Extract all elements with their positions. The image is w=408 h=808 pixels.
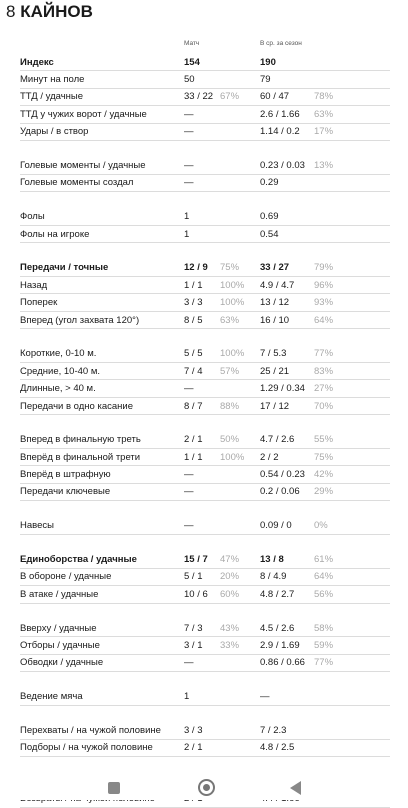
stat-match-value: 1 / 1: [184, 448, 220, 465]
square-icon[interactable]: [108, 782, 120, 794]
player-name: КАЙНОВ: [20, 2, 93, 21]
stat-label: Обводки / удачные: [20, 654, 184, 671]
stat-match-percent: 50%: [220, 432, 260, 449]
stat-match-percent: 57%: [220, 363, 260, 380]
stat-row: [20, 71, 390, 88]
stat-match-percent: 63%: [220, 311, 260, 328]
spacer-row: [20, 140, 390, 157]
stat-season-percent: 64%: [314, 311, 390, 328]
stat-season-percent: 56%: [314, 586, 390, 603]
stat-match-percent: 100%: [220, 277, 260, 294]
stat-season-percent: 93%: [314, 294, 390, 311]
stat-match-value: 1: [184, 688, 220, 705]
stat-season-value: 13 / 12: [260, 294, 314, 311]
stat-match-percent: [220, 54, 260, 71]
stat-season-value: 0.69: [260, 209, 314, 226]
stat-season-percent: 42%: [314, 466, 390, 483]
stat-label: ТТД у чужих ворот / удачные: [20, 106, 184, 123]
stat-season-percent: [314, 174, 390, 191]
stat-row: [20, 277, 390, 294]
stat-match-percent: [220, 209, 260, 226]
stat-match-value: 5 / 5: [184, 346, 220, 363]
stat-season-value: 16 / 10: [260, 311, 314, 328]
stat-season-percent: [314, 225, 390, 242]
stat-label: Отборы / удачные: [20, 637, 184, 654]
stat-match-value: —: [184, 654, 220, 671]
stat-label: Голевые моменты / удачные: [20, 157, 184, 174]
stat-row: [20, 260, 390, 277]
stat-match-percent: [220, 174, 260, 191]
stat-match-value: —: [184, 174, 220, 191]
stat-row: [20, 397, 390, 414]
stat-row: [20, 637, 390, 654]
stat-match-percent: 88%: [220, 397, 260, 414]
stat-match-percent: [220, 518, 260, 535]
stat-row: [20, 654, 390, 671]
stat-match-percent: 33%: [220, 637, 260, 654]
stat-season-value: 4.8 / 2.5: [260, 739, 314, 756]
stat-match-value: —: [184, 106, 220, 123]
spacer-row: [20, 757, 390, 774]
stat-label: Вперёд в штрафную: [20, 466, 184, 483]
stat-season-value: —: [260, 688, 314, 705]
stat-row: [20, 123, 390, 140]
stat-match-value: 8 / 7: [184, 397, 220, 414]
stat-row: [20, 363, 390, 380]
stat-season-value: 0.09 / 0: [260, 518, 314, 535]
stat-match-percent: 47%: [220, 551, 260, 568]
stat-row: [20, 88, 390, 105]
stat-match-value: 50: [184, 71, 220, 88]
stat-season-value: 1.29 / 0.34: [260, 380, 314, 397]
stat-match-percent: 100%: [220, 448, 260, 465]
stat-row: [20, 157, 390, 174]
stat-row: [20, 739, 390, 756]
stat-season-percent: [314, 739, 390, 756]
stat-season-percent: 58%: [314, 620, 390, 637]
player-number: 8: [6, 2, 16, 21]
stat-row: [20, 448, 390, 465]
stat-season-percent: 55%: [314, 432, 390, 449]
stat-season-percent: [314, 209, 390, 226]
stat-match-value: 8 / 5: [184, 311, 220, 328]
stat-match-percent: 20%: [220, 568, 260, 585]
stat-match-value: 12 / 9: [184, 260, 220, 277]
stat-season-value: 17 / 12: [260, 397, 314, 414]
stat-match-percent: [220, 722, 260, 739]
stat-match-percent: 43%: [220, 620, 260, 637]
stat-label: Удары / в створ: [20, 123, 184, 140]
stat-label: Вверху / удачные: [20, 620, 184, 637]
stat-label: Передачи / точные: [20, 260, 184, 277]
stat-season-percent: 63%: [314, 106, 390, 123]
stat-season-percent: 77%: [314, 654, 390, 671]
stat-row: [20, 209, 390, 226]
stat-match-value: 7 / 4: [184, 363, 220, 380]
stat-season-value: 4.5 / 2.6: [260, 620, 314, 637]
stat-label: Поперек: [20, 294, 184, 311]
stat-season-percent: 96%: [314, 277, 390, 294]
stat-match-value: 1: [184, 209, 220, 226]
stat-season-value: 2.6 / 1.66: [260, 106, 314, 123]
stat-match-value: 3 / 3: [184, 294, 220, 311]
stat-season-value: 33 / 27: [260, 260, 314, 277]
spacer-row: [20, 501, 390, 518]
stat-match-percent: [220, 157, 260, 174]
stat-season-percent: 29%: [314, 483, 390, 500]
stat-season-percent: 13%: [314, 157, 390, 174]
spacer-row: [20, 192, 390, 209]
stat-label: Голевые моменты создал: [20, 174, 184, 191]
stat-match-percent: [220, 466, 260, 483]
stat-match-percent: 67%: [220, 88, 260, 105]
stat-season-percent: [314, 71, 390, 88]
stat-match-value: —: [184, 380, 220, 397]
stat-row: [20, 294, 390, 311]
stat-row: [20, 311, 390, 328]
stat-match-percent: [220, 654, 260, 671]
stat-match-value: 3 / 1: [184, 637, 220, 654]
stat-label: Передачи ключевые: [20, 483, 184, 500]
stat-match-value: 2 / 1: [184, 739, 220, 756]
stat-season-percent: 17%: [314, 123, 390, 140]
page-title: [6, 2, 93, 22]
stat-match-value: 7 / 3: [184, 620, 220, 637]
stat-season-percent: 27%: [314, 380, 390, 397]
stat-label: Подборы / на чужой половине: [20, 739, 184, 756]
triangle-back-icon[interactable]: [290, 781, 301, 795]
stat-season-percent: 79%: [314, 260, 390, 277]
stat-season-value: 2.9 / 1.69: [260, 637, 314, 654]
stat-match-percent: 60%: [220, 586, 260, 603]
stat-match-value: 154: [184, 54, 220, 71]
stat-season-percent: [314, 722, 390, 739]
stat-match-value: 10 / 6: [184, 586, 220, 603]
stat-label: Средние, 10-40 м.: [20, 363, 184, 380]
stat-row: [20, 722, 390, 739]
stat-season-percent: 78%: [314, 88, 390, 105]
stat-row: [20, 551, 390, 568]
spacer-row: [20, 672, 390, 689]
stat-match-value: —: [184, 483, 220, 500]
stat-row: [20, 568, 390, 585]
stat-season-percent: [314, 54, 390, 71]
stat-match-value: 15 / 7: [184, 551, 220, 568]
stat-label: В атаке / удачные: [20, 586, 184, 603]
stat-label: Перехваты / на чужой половине: [20, 722, 184, 739]
stat-match-percent: [220, 123, 260, 140]
stat-row: [20, 174, 390, 191]
stat-match-percent: [220, 739, 260, 756]
stat-season-value: 0.86 / 0.66: [260, 654, 314, 671]
stat-label: Вперед в финальную треть: [20, 432, 184, 449]
spacer-row: [20, 534, 390, 551]
stat-match-percent: [220, 106, 260, 123]
spacer-row: [20, 415, 390, 432]
stat-match-value: 5 / 1: [184, 568, 220, 585]
stat-season-percent: 77%: [314, 346, 390, 363]
stat-row: [20, 620, 390, 637]
spacer-row: [20, 329, 390, 346]
stat-label: Ведение мяча: [20, 688, 184, 705]
stat-match-value: 3 / 3: [184, 722, 220, 739]
stat-label: Короткие, 0-10 м.: [20, 346, 184, 363]
stat-label: Единоборства / удачные: [20, 551, 184, 568]
stat-season-percent: 59%: [314, 637, 390, 654]
stat-season-value: 60 / 47: [260, 88, 314, 105]
stat-match-value: 2 / 1: [184, 432, 220, 449]
stat-row: [20, 225, 390, 242]
stat-season-value: 2 / 2: [260, 448, 314, 465]
stat-match-value: —: [184, 123, 220, 140]
circle-icon[interactable]: [198, 779, 215, 796]
stat-label: ТТД / удачные: [20, 88, 184, 105]
stat-match-value: —: [184, 466, 220, 483]
stat-season-value: 79: [260, 71, 314, 88]
stat-label: Длинные, > 40 м.: [20, 380, 184, 397]
stat-label: Вперёд в финальной трети: [20, 448, 184, 465]
stat-row: [20, 483, 390, 500]
stat-match-value: 33 / 22: [184, 88, 220, 105]
stat-label: Навесы: [20, 518, 184, 535]
stat-season-percent: 64%: [314, 568, 390, 585]
stat-row: [20, 54, 390, 71]
stat-row: [20, 380, 390, 397]
column-header-match: Матч: [184, 40, 200, 47]
stat-season-value: 0.2 / 0.06: [260, 483, 314, 500]
stat-season-value: 1.14 / 0.2: [260, 123, 314, 140]
stat-match-value: —: [184, 157, 220, 174]
stat-season-value: 0.54 / 0.23: [260, 466, 314, 483]
stat-row: [20, 688, 390, 705]
stat-match-percent: 75%: [220, 260, 260, 277]
stat-label: Вперед (угол захвата 120°): [20, 311, 184, 328]
stat-season-value: 0.29: [260, 174, 314, 191]
spacer-row: [20, 705, 390, 722]
stat-match-percent: [220, 483, 260, 500]
stats-table: [20, 54, 390, 808]
stat-match-value: 1: [184, 225, 220, 242]
system-nav-bar: [0, 776, 408, 800]
stat-match-value: —: [184, 518, 220, 535]
stat-season-value: 0.23 / 0.03: [260, 157, 314, 174]
stat-match-percent: 100%: [220, 294, 260, 311]
spacer-row: [20, 603, 390, 620]
stat-season-value: 8 / 4.9: [260, 568, 314, 585]
stat-season-percent: 61%: [314, 551, 390, 568]
stat-label: Назад: [20, 277, 184, 294]
stat-row: [20, 432, 390, 449]
stat-season-percent: 70%: [314, 397, 390, 414]
stat-season-value: 4.7 / 2.6: [260, 432, 314, 449]
stat-row: [20, 106, 390, 123]
stat-match-percent: [220, 71, 260, 88]
stat-season-percent: 0%: [314, 518, 390, 535]
spacer-row: [20, 243, 390, 260]
stat-season-value: 13 / 8: [260, 551, 314, 568]
stat-match-value: 1 / 1: [184, 277, 220, 294]
stat-match-percent: [220, 380, 260, 397]
stat-match-percent: [220, 225, 260, 242]
stat-season-value: 7 / 5.3: [260, 346, 314, 363]
stat-row: [20, 346, 390, 363]
stat-row: [20, 466, 390, 483]
stat-row: [20, 586, 390, 603]
stat-label: Фолы: [20, 209, 184, 226]
stat-season-value: 190: [260, 54, 314, 71]
stat-match-percent: 100%: [220, 346, 260, 363]
stat-label: В обороне / удачные: [20, 568, 184, 585]
stat-season-percent: 75%: [314, 448, 390, 465]
stat-season-value: 4.9 / 4.7: [260, 277, 314, 294]
stat-row: [20, 518, 390, 535]
stat-season-percent: 83%: [314, 363, 390, 380]
column-header-season: В ср. за сезон: [260, 40, 302, 47]
stat-label: Передачи в одно касание: [20, 397, 184, 414]
stat-season-percent: [314, 688, 390, 705]
stat-season-value: 25 / 21: [260, 363, 314, 380]
stat-label: Фолы на игроке: [20, 225, 184, 242]
stat-label: Индекс: [20, 54, 184, 71]
stat-season-value: 7 / 2.3: [260, 722, 314, 739]
stat-label: Минут на поле: [20, 71, 184, 88]
stat-season-value: 0.54: [260, 225, 314, 242]
stat-match-percent: [220, 688, 260, 705]
stat-season-value: 4.8 / 2.7: [260, 586, 314, 603]
